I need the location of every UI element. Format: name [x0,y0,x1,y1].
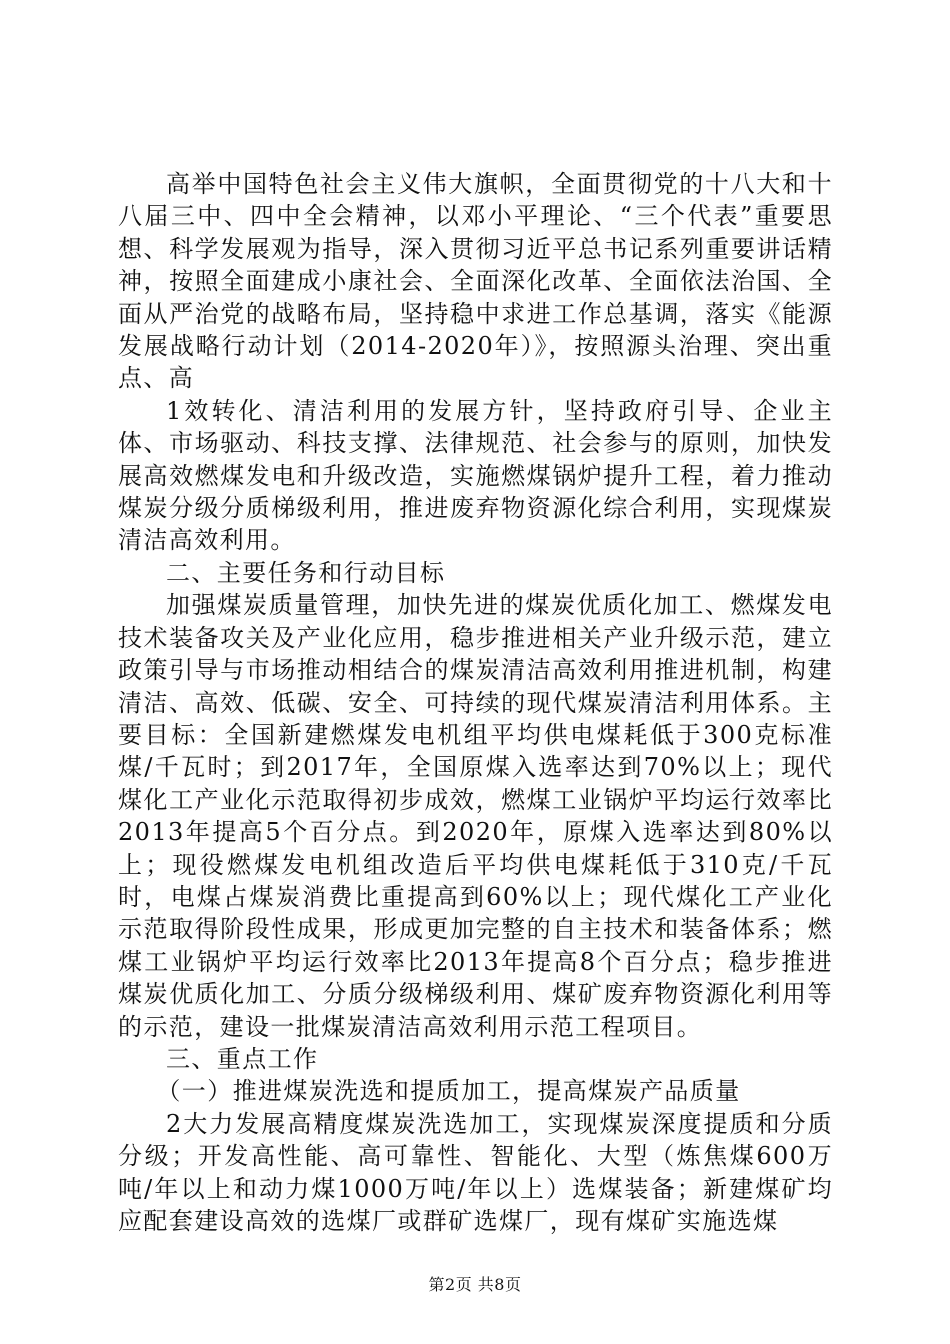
section-heading-tasks: 二、主要任务和行动目标 [166,558,446,587]
paragraph-washing: 2大力发展高精度煤炭洗选加工，实现煤炭深度提质和分质分级；开发高性能、高可靠性、智能化、大型（炼焦煤600万吨/年以上和动力煤1000万吨/年以上）选煤装备；新建煤矿均应配套建设高效的选煤厂或群矿选煤厂，现有煤矿实施选煤 [118,1109,833,1235]
paragraph-guiding-ideology: 高举中国特色社会主义伟大旗帜，全面贯彻党的十八大和十八届三中、四中全会精神，以邓小平理论、“三个代表”重要思想、科学发展观为指导，深入贯彻习近平总书记系列重要讲话精神，按照全面建成小康社会、全面深化改革、全面依法治国、全面从严治党的战略布局，坚持稳中求进工作总基调，落实《能源发展战略行动计划（2014-2020年）》，按照源头治理、突出重点、高 [118,170,833,393]
section-heading-key-work: 三、重点工作 [166,1044,319,1073]
subsection-heading-washing: （一）推进煤炭洗选和提质加工，提高煤炭产品质量 [156,1077,741,1106]
paragraph-principles: 1效转化、清洁利用的发展方针，坚持政府引导、企业主体、市场驱动、科技支撑、法律规范、社会参与的原则，加快发展高效燃煤发电和升级改造，实施燃煤锅炉提升工程，着力推动煤炭分级分质梯级利用，推进废弃物资源化综合利用，实现煤炭清洁高效利用。 [118,396,833,555]
page-number-footer: 第2页 共8页 [428,1275,522,1294]
paragraph-goals: 加强煤炭质量管理，加快先进的煤炭优质化加工、燃煤发电技术装备攻关及产业化应用，稳步推进相关产业升级示范，建立政策引导与市场推动相结合的煤炭清洁高效利用推进机制，构建清洁、高效、低碳、安全、可持续的现代煤炭清洁利用体系。主要目标：全国新建燃煤发电机组平均供电煤耗低于300克标准煤/千瓦时；到2017年，全国原煤入选率达到70%以上；现代煤化工产业化示范取得初步成效，燃煤工业锅炉平均运行效率比2013年提高5个百分点。到2020年，原煤入选率达到80%以上；现役燃煤发电机组改造后平均供电煤耗低于310克/千瓦时，电煤占煤炭消费比重提高到60%以上；现代煤化工产业化示范取得阶段性成果，形成更加完整的自主技术和装备体系；燃煤工业锅炉平均运行效率比2013年提高8个百分点；稳步推进煤炭优质化加工、分质分级梯级利用、煤矿废弃物资源化利用等的示范，建设一批煤炭清洁高效利用示范工程项目。 [118,591,833,1041]
document-body [118,168,833,1237]
